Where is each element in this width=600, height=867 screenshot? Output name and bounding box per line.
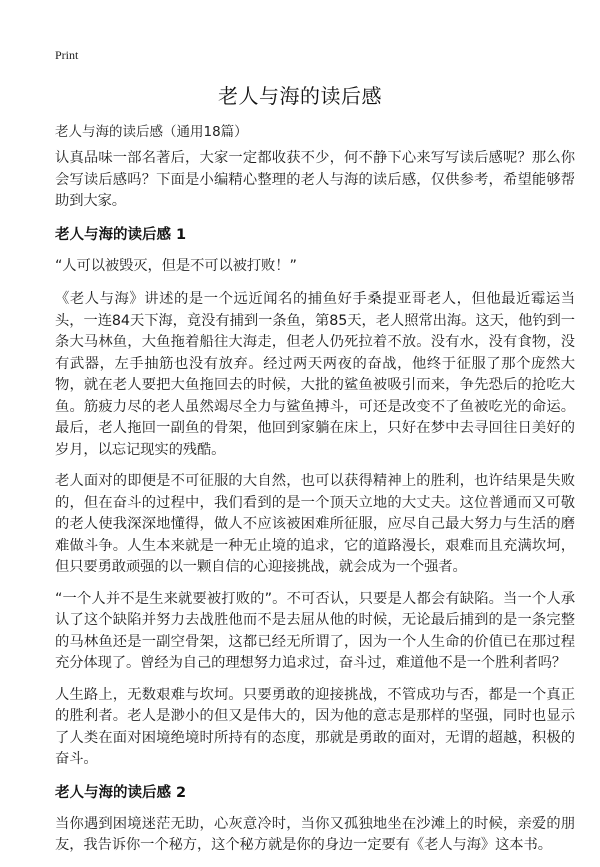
intro-paragraph: 认真品味一部名著后，大家一定都收获不少，何不静下心来写写读后感呢？那么你会写读后感吗？下面是小编精心整理的老人与海的读后感，仅供参考，希望能够帮助到大家。 [55,150,575,209]
body-paragraph: 《老人与海》讲述的是一个远近闻名的捕鱼好手桑提亚哥老人，但他最近霉运当头，一连84天下海，竟没有捕到一条鱼，第85天，老人照常出海。这天，他钓到一条大马林鱼，大鱼拖着船往大海走，但老人仍死拉着不放。没有水，没有食物，没有武器，左手抽筋也没有放弃。经过两天两夜的奋战，他终于征服了那个庞然大物，就在老人要把大鱼拖回去的时候，大批的鲨鱼被吸引而来，争先恐后的抢吃大鱼。筋疲力尽的老人虽然竭尽全力与鲨鱼搏斗，可还是改变不了鱼被吃光的命运。最后，老人拖回一副鱼的骨架，他回到家躺在床上，只好在梦中去寻回往日美好的岁月，以忘记现实的残酷。 [55,291,575,458]
document-body [55,148,575,867]
body-paragraph: 人生路上，无数艰难与坎坷。只要勇敢的迎接挑战，不管成功与否，都是一个真正的胜利者。老人是渺小的但又是伟大的，因为他的意志是那样的坚强，同时也显示了人类在面对困境绝境时所持有的态度，那就是勇敢的面对，无谓的超越，积极的奋斗。 [55,686,575,767]
body-paragraph: “一个人并不是生来就要被打败的”。不可否认，只要是人都会有缺陷。当一个人承认了这个缺陷并努力去战胜他而不是去屈从他的时候，无论最后捕到的是一条完整的马林鱼还是一副空骨架，这都已经无所谓了，因为一个人生命的价值已在那过程充分体现了。曾经为自己的理想努力追求过，奋斗过，难道他不是一个胜利者吗？ [55,590,575,671]
section-heading: 老人与海的读后感 1 [55,226,187,243]
section-heading: 老人与海的读后感 2 [55,784,187,801]
quote-paragraph: “人可以被毁灭，但是不可以被打败！” [55,257,297,274]
section-1 [55,223,575,771]
document-subtitle: 老人与海的读后感（通用18篇） [55,124,248,140]
body-paragraph: 当你遇到困境迷茫无助，心灰意冷时，当你又孤独地坐在沙滩上的时候，亲爱的朋友，我告诉你一个秘方，这个秘方就是你的身边一定要有《老人与海》这本书。 [55,815,575,853]
print-label: Print [55,48,79,62]
page-title: 老人与海的读后感 [218,84,382,108]
section-2 [55,781,575,857]
body-paragraph: 老人面对的即便是不可征服的大自然，也可以获得精神上的胜利，也许结果是失败的，但在奋斗的过程中，我们看到的是一个顶天立地的大丈夫。这位普通而又可敬的老人使我深深地懂得，做人不应该被困难所征服，应尽自己最大努力与生活的磨难做斗争。人生本来就是一种无止境的追求，它的道路漫长，艰难而且充满坎坷，但只要勇敢顽强的以一颗自信的心迎接挑战，就会成为一个强者。 [55,473,575,575]
